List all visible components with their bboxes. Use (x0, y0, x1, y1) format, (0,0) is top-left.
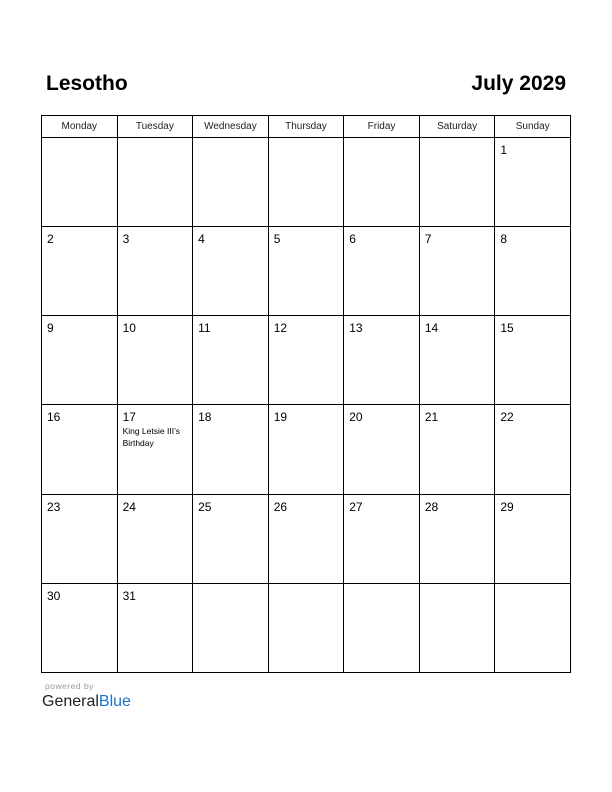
day-cell (344, 227, 420, 316)
country-title: Lesotho (46, 72, 128, 95)
weekday-header: Friday (344, 116, 420, 138)
day-number: 10 (122, 321, 136, 336)
day-cell (495, 405, 571, 494)
empty-day-cell (193, 583, 269, 672)
day-number: 26 (273, 499, 288, 514)
day-number: 9 (47, 321, 54, 336)
day-number: 19 (273, 410, 288, 425)
empty-day-cell (268, 583, 344, 672)
empty-day-cell (268, 138, 344, 227)
weekday-header-row (42, 116, 571, 138)
day-cell (42, 316, 118, 405)
empty-day-cell (42, 138, 118, 227)
day-number: 24 (122, 499, 136, 514)
day-number: 22 (500, 410, 514, 425)
day-cell (419, 405, 495, 494)
day-number: 21 (424, 410, 439, 425)
day-cell (117, 583, 193, 672)
day-cell (268, 227, 344, 316)
day-cell (42, 494, 118, 583)
day-number: 5 (273, 232, 281, 247)
weekday-header: Thursday (268, 116, 344, 138)
generalblue-logo (42, 692, 131, 712)
calendar-grid (41, 115, 571, 673)
day-number: 27 (349, 499, 363, 514)
day-cell (495, 138, 571, 227)
weekday-header: Monday (42, 116, 118, 138)
weekday-header: Saturday (419, 116, 495, 138)
empty-day-cell (495, 583, 571, 672)
day-cell (344, 316, 420, 405)
day-number: 18 (198, 410, 212, 425)
day-cell (117, 227, 193, 316)
day-cell (117, 494, 193, 583)
day-number: 25 (198, 499, 212, 514)
day-number: 29 (500, 499, 514, 514)
day-number: 4 (198, 232, 205, 247)
weekday-header: Wednesday (193, 116, 269, 138)
day-number: 31 (122, 588, 136, 603)
day-cell (268, 316, 344, 405)
logo-blue-text: Blue (98, 693, 131, 710)
day-cell (193, 316, 269, 405)
brand-footer (42, 681, 131, 712)
calendar-body (42, 138, 571, 673)
day-cell (495, 494, 571, 583)
empty-day-cell (344, 583, 420, 672)
empty-day-cell (419, 583, 495, 672)
day-cell (117, 316, 193, 405)
empty-day-cell (117, 138, 193, 227)
weekday-header: Tuesday (117, 116, 193, 138)
day-cell (42, 227, 118, 316)
day-cell (419, 316, 495, 405)
weekday-header: Sunday (495, 116, 571, 138)
week-row (42, 138, 571, 227)
week-row (42, 405, 571, 494)
day-number: 13 (349, 321, 363, 336)
day-cell (495, 227, 571, 316)
day-number: 15 (500, 321, 514, 336)
day-number: 2 (47, 232, 54, 247)
day-number: 30 (47, 588, 61, 603)
day-cell (419, 227, 495, 316)
week-row (42, 316, 571, 405)
day-number: 11 (198, 321, 211, 336)
day-number: 20 (349, 410, 363, 425)
day-cell (193, 405, 269, 494)
day-number: 16 (47, 410, 61, 425)
day-cell (344, 405, 420, 494)
day-cell (419, 494, 495, 583)
day-number: 28 (424, 499, 439, 514)
day-number: 23 (47, 499, 61, 514)
logo-general-text: General (42, 693, 99, 710)
day-cell (193, 494, 269, 583)
week-row (42, 583, 571, 672)
day-cell (268, 405, 344, 494)
day-cell (193, 227, 269, 316)
day-number: 3 (122, 232, 130, 247)
day-cell (268, 494, 344, 583)
empty-day-cell (419, 138, 495, 227)
day-number: 12 (273, 321, 288, 336)
day-number: 6 (349, 232, 356, 247)
day-number: 7 (424, 232, 432, 247)
day-cell (117, 405, 193, 494)
day-number: 14 (424, 321, 439, 336)
powered-by-text: powered by (45, 681, 94, 691)
month-year-title: July 2029 (471, 72, 566, 95)
week-row (42, 227, 571, 316)
day-cell (42, 405, 118, 494)
holiday-label: King Letsie III’s Birthday (122, 426, 181, 449)
empty-day-cell (344, 138, 420, 227)
week-row (42, 494, 571, 583)
day-cell (344, 494, 420, 583)
day-number: 17 (122, 410, 136, 425)
day-number: 1 (500, 143, 508, 157)
day-number: 8 (500, 232, 508, 247)
day-cell (495, 316, 571, 405)
empty-day-cell (193, 138, 269, 227)
day-cell (42, 583, 118, 672)
